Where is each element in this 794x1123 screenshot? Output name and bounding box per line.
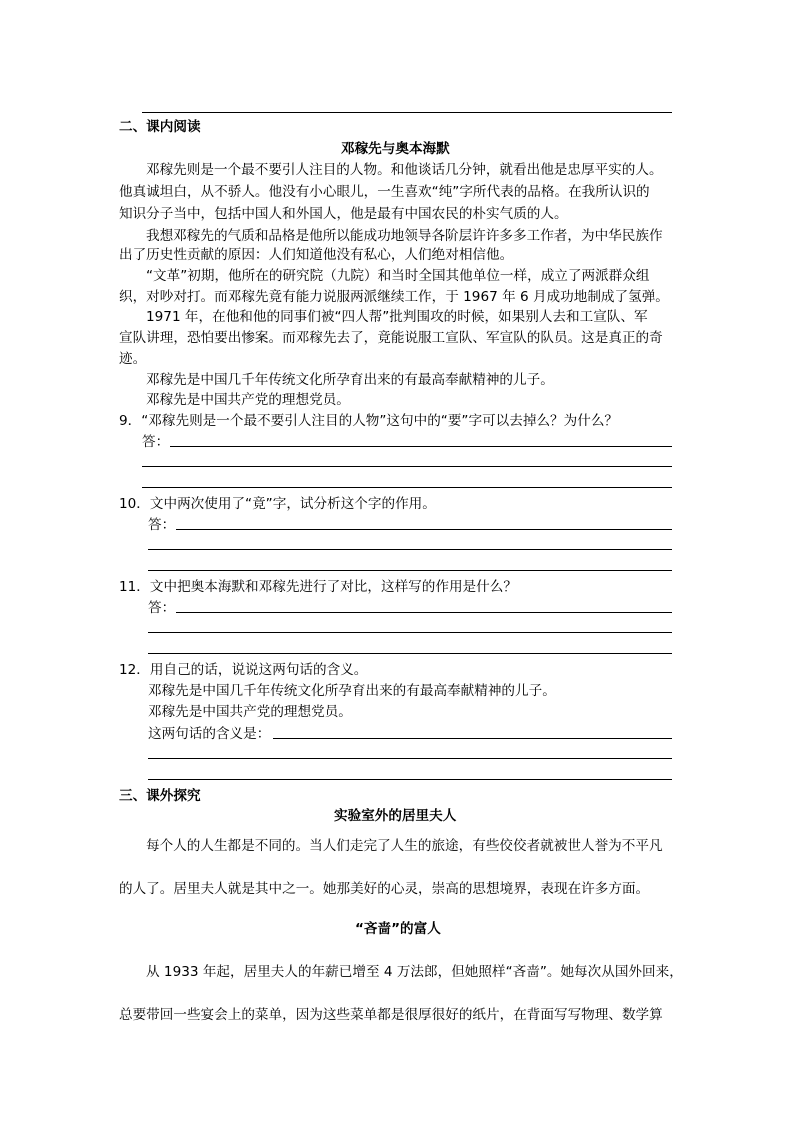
passage-line: 出了历史性贡献的原因：人们知道他没有私心，人们绝对相信他。 [119,247,514,263]
article-line: 的人了。居里夫人就是其中之一。她那美好的心灵，崇高的思想境界，表现在许多方面。 [119,881,650,897]
answer-line[interactable] [273,738,672,739]
answer-line[interactable] [176,612,672,613]
article-line: 总要带回一些宴会上的菜单，因为这些菜单都是很厚很好的纸片，在背面写写物理、数学算 [119,1007,663,1023]
passage-line: 宣队讲理，恐怕要出惨案。而邓稼先去了，竟能说服工宣队、军宣队的队员。这是真正的奇 [119,330,663,346]
passage-line: 知识分子当中，包括中国人和外国人，他是最有中国农民的朴实气质的人。 [119,206,568,222]
passage-line: 1971 年，在他和他的同事们被“四人帮”批判围攻的时候，如果别人去和工宣队、军 [146,309,648,325]
article-subtitle: “吝啬”的富人 [355,921,441,937]
section2-heading: 二、课内阅读 [119,119,201,135]
question-9: 9．“邓稼先则是一个最不要引人注目的人物”这句中的“要”字可以去掉么？为什么？ [119,413,619,429]
section3-heading: 三、课外探究 [119,788,201,804]
answer-line[interactable] [148,549,672,550]
answer-line[interactable] [148,758,672,759]
answer-line[interactable] [148,779,672,780]
passage-line: 邓稼先是中国几千年传统文化所孕育出来的有最高奉献精神的儿子。 [146,372,554,388]
answer-label: 答： [148,600,176,616]
answer-line[interactable] [148,570,672,571]
article-title: 实验室外的居里夫人 [334,808,457,824]
passage-line: “文革”初期，他所在的研究院（九院）和当时全国其他单位一样，成立了两派群众组 [146,268,650,284]
answer-label: 这两句话的含义是： [148,726,271,742]
answer-line[interactable] [170,446,672,447]
question-12-quote: 邓稼先是中国共产党的理想党员。 [148,704,352,720]
top-rule [142,112,672,113]
answer-line[interactable] [148,653,672,654]
answer-line[interactable] [142,487,672,488]
passage-line: 邓稼先则是一个最不要引人注目的人物。和他谈话几分钟，就看出他是忠厚平实的人。 [146,162,663,178]
question-12-quote: 邓稼先是中国几千年传统文化所孕育出来的有最高奉献精神的儿子。 [148,683,556,699]
answer-label: 答： [148,517,176,533]
question-11: 11．文中把奥本海默和邓稼先进行了对比，这样写的作用是什么？ [119,579,517,595]
passage-title: 邓稼先与奥本海默 [341,141,450,157]
answer-line[interactable] [142,466,672,467]
passage-line: 我想邓稼先的气质和品格是他所以能成功地领导各阶层许许多多工作者，为中华民族作 [146,228,663,244]
question-10: 10．文中两次使用了“竟”字，试分析这个字的作用。 [119,496,436,512]
answer-label: 答： [142,434,170,450]
answer-line[interactable] [148,632,672,633]
passage-line: 织，对吵对打。而邓稼先竟有能力说服两派继续工作，于 1967 年 6 月成功地制成了氢弹。 [119,289,669,305]
passage-line: 迹。 [119,351,147,367]
passage-line: 他真诚坦白，从不骄人。他没有小心眼儿，一生喜欢“纯”字所代表的品格。在我所认识的 [119,184,650,200]
article-line: 从 1933 年起，居里夫人的年薪已增至 4 万法郎，但她照样“吝啬”。她每次从国外回来， [146,964,683,980]
article-line: 每个人的人生都是不同的。当人们走完了人生的旅途，有些佼佼者就被世人誉为不平凡 [146,838,663,854]
passage-line: 邓稼先是中国共产党的理想党员。 [146,392,350,408]
answer-line[interactable] [176,529,672,530]
question-12: 12．用自己的话，说说这两句话的含义。 [119,662,368,678]
